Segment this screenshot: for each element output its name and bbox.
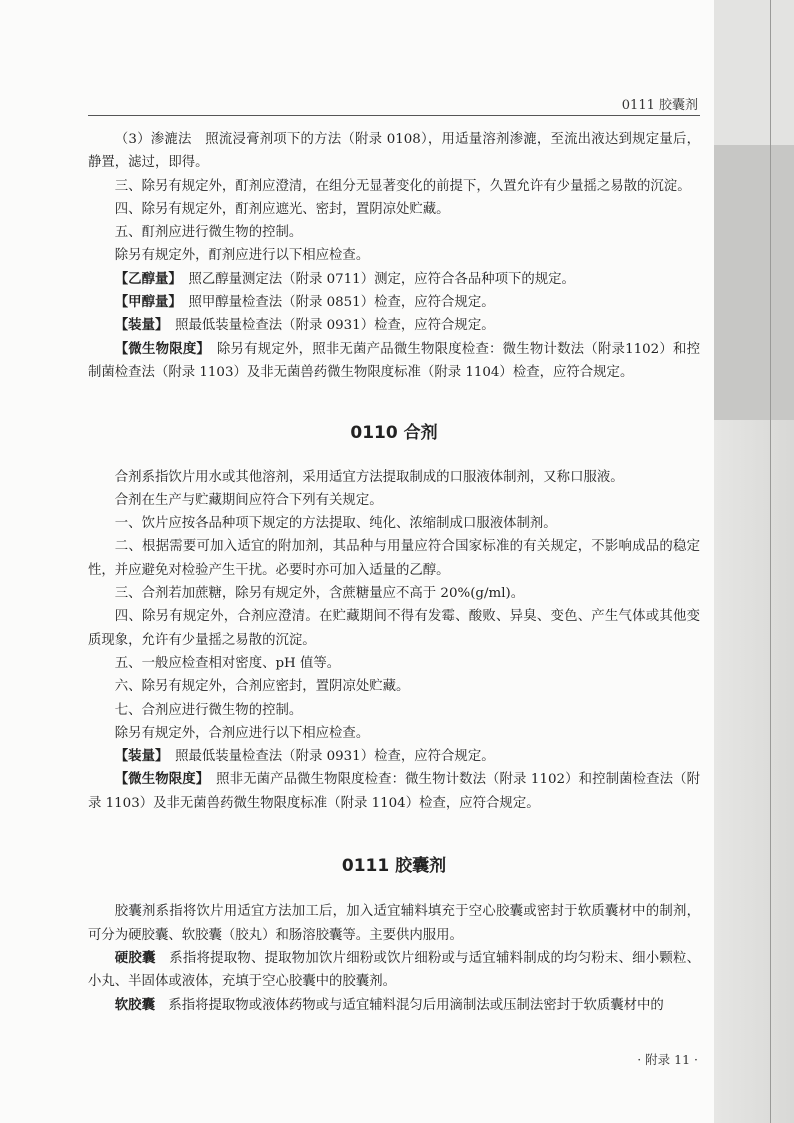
paragraph: 合剂在生产与贮藏期间应符合下列有关规定。 — [114, 492, 383, 508]
check-item-label: 【甲醇量】 — [114, 294, 176, 311]
paragraph: 四、除另有规定外，合剂应澄清。在贮藏期间不得有发霉、酸败、异臭、变色、产生气体或其他变质现象，允许有少量摇之易散的沉淀。 — [88, 609, 700, 648]
paragraph: 六、除另有规定外，合剂应密封，置阴凉处贮藏。 — [114, 679, 410, 695]
paragraph: 四、除另有规定外，酊剂应遮光、密封，置阴凉处贮藏。 — [114, 201, 450, 217]
check-item-text: 照乙醇量测定法（附录 0711）测定，应符合各品种项下的规定。 — [188, 271, 575, 287]
check-item — [88, 768, 700, 815]
running-head: 0111 胶囊剂 — [621, 98, 698, 113]
check-item-label: 【装量】 — [114, 748, 162, 765]
check-item-text: 照最低装量检查法（附录 0931）检查，应符合规定。 — [175, 318, 495, 334]
term-label: 硬胶囊 — [114, 949, 156, 966]
paragraph: （3）渗漉法 照流浸膏剂项下的方法（附录 0108），用适量溶剂渗漉，至流出液达到规定量后，静置，滤过，即得。 — [88, 132, 700, 171]
paragraph: 除另有规定外，合剂应进行以下相应检查。 — [114, 725, 370, 741]
section-title-0111: 0111 胶囊剂 — [341, 856, 447, 877]
paragraph: 一、饮片应按各品种项下规定的方法提取、纯化、浓缩制成口服液体制剂。 — [114, 516, 557, 532]
term-label: 软胶囊 — [114, 996, 155, 1013]
page-number: · 附录 11 · — [637, 1052, 698, 1067]
paragraph: 胶囊剂系指将饮片用适宜方法加工后，加入适宜辅料填充于空心胶囊或密封于软质囊材中的制剂，可分为硬胶囊、软胶囊（胶丸）和肠溶胶囊等。主要供内服用。 — [88, 904, 700, 943]
paragraph: 七、合剂应进行微生物的控制。 — [114, 702, 303, 718]
page-content — [88, 128, 700, 1017]
check-item — [88, 745, 700, 768]
paragraph: 除另有规定外，酊剂应进行以下相应检查。 — [114, 248, 370, 264]
check-item — [88, 314, 700, 337]
section-title-0110: 0110 合剂 — [350, 423, 438, 444]
term-text: 系指将提取物、提取物加饮片细粉或饮片细粉或与适宜辅料制成的均匀粉末、细小颗粒、小丸、半固体或液体，充填于空心胶囊中的胶囊剂。 — [88, 950, 701, 990]
check-item-label: 【乙醇量】 — [114, 270, 176, 287]
check-item-text: 照最低装量检查法（附录 0931）检查，应符合规定。 — [175, 749, 495, 765]
page-edge-line — [770, 0, 771, 1123]
term-item — [88, 994, 700, 1017]
paragraph: 三、合剂若加蔗糖，除另有规定外，含蔗糖量应不高于 20%(g/ml)。 — [114, 586, 525, 602]
edge-tab-light — [714, 0, 794, 145]
check-item-label: 【装量】 — [114, 317, 162, 334]
check-item — [88, 268, 700, 291]
check-item-text: 除另有规定外，照非无菌产品微生物限度检查：微生物计数法（附录1102）和控制菌检查法（附录 1103）及非无菌兽药微生物限度标准（附录 1104）检查，应符合规定。 — [88, 341, 700, 380]
check-item — [88, 291, 700, 314]
paragraph: 二、根据需要可加入适宜的附加剂，其品种与用量应符合国家标准的有关规定，不影响成品的稳定性，并应避免对检验产生干扰。必要时亦可加入适量的乙醇。 — [88, 539, 700, 578]
check-item-label: 【微生物限度】 — [114, 771, 203, 788]
edge-tab-dark — [714, 145, 794, 420]
header-rule — [88, 115, 700, 116]
check-item-text: 照甲醇量检查法（附录 0851）检查，应符合规定。 — [188, 295, 495, 311]
check-item-label: 【微生物限度】 — [114, 340, 204, 357]
term-item — [88, 947, 700, 994]
paragraph: 三、除另有规定外，酊剂应澄清，在组分无显著变化的前提下，久置允许有少量摇之易散的沉淀。 — [114, 178, 691, 194]
page-edge-strip — [714, 0, 794, 1123]
check-item-text: 照非无菌产品微生物限度检查：微生物计数法（附录 1102）和控制菌检查法（附录 1103）及非无菌兽药微生物限度标准（附录 1104）检查，应符合规定。 — [88, 772, 700, 811]
paragraph: 合剂系指饮片用水或其他溶剂，采用适宜方法提取制成的口服液体制剂，又称口服液。 — [114, 469, 624, 485]
paragraph: 五、酊剂应进行微生物的控制。 — [114, 225, 303, 241]
paragraph: 五、一般应检查相对密度、pH 值等。 — [114, 655, 341, 671]
term-text: 系指将提取物或液体药物或与适宜辅料混匀后用滴制法或压制法密封于软质囊材中的 — [168, 997, 664, 1013]
check-item — [88, 338, 700, 385]
